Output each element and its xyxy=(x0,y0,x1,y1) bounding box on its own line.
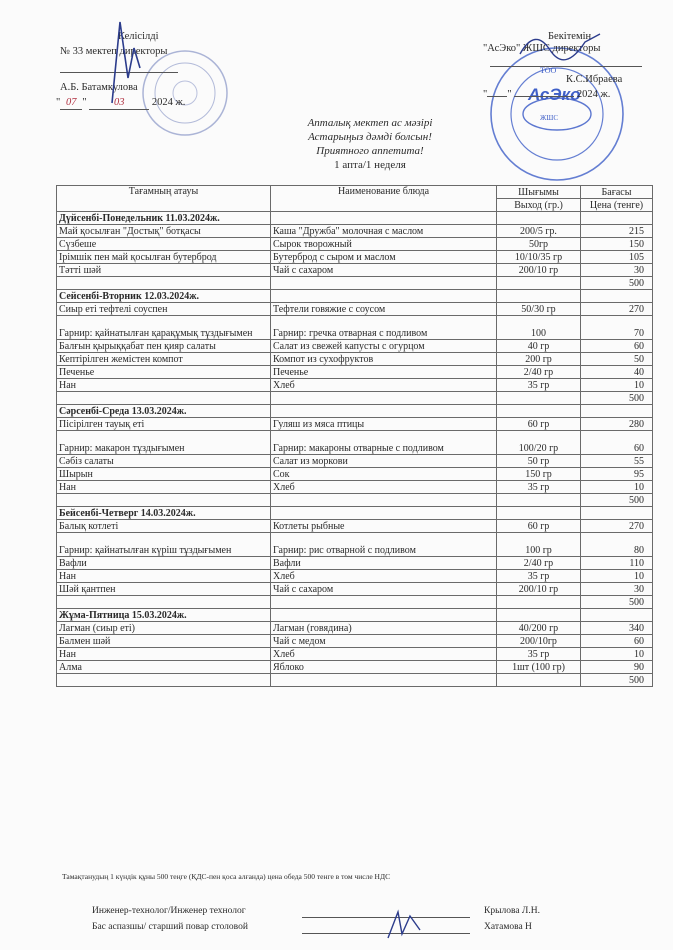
dish-price: 30 xyxy=(581,583,653,596)
day-title: Жұма-Пятница 15.03.2024ж. xyxy=(57,609,271,622)
dish-output: 1шт (100 гр) xyxy=(497,661,581,674)
dish-output: 2/40 гр xyxy=(497,366,581,379)
dish-price: 80 xyxy=(581,533,653,557)
dish-output: 200/10 гр xyxy=(497,583,581,596)
director-signature-left xyxy=(84,18,144,108)
day-total: 500 xyxy=(581,494,653,507)
dish-name-ru: Салат из свежей капусты с огурцом xyxy=(271,340,497,353)
dish-price: 105 xyxy=(581,251,653,264)
company-director-name: К.С.Ибраева xyxy=(566,74,623,85)
day-header-row xyxy=(57,212,653,225)
dish-row xyxy=(57,648,653,661)
dish-output: 35 гр xyxy=(497,481,581,494)
dish-name-ru: Лагман (говядина) xyxy=(271,622,497,635)
dish-name-kz: Гарнир: макарон тұздығымен xyxy=(57,431,271,455)
day-total-row xyxy=(57,277,653,290)
dish-price: 90 xyxy=(581,661,653,674)
dish-price: 215 xyxy=(581,225,653,238)
menu-wish-kz: Астарыңыз дәмді болсын! xyxy=(308,131,432,143)
dish-price: 10 xyxy=(581,570,653,583)
dish-name-kz: Пісірілген тауық еті xyxy=(57,418,271,431)
dish-output: 100 xyxy=(497,316,581,340)
dish-output: 50гр xyxy=(497,238,581,251)
day-title: Сәрсенбі-Среда 13.03.2024ж. xyxy=(57,405,271,418)
dish-name-kz: Балғын қырыққабат пен қияр салаты xyxy=(57,340,271,353)
dish-row xyxy=(57,570,653,583)
dish-row xyxy=(57,303,653,316)
dish-output: 100 гр xyxy=(497,533,581,557)
dish-row xyxy=(57,520,653,533)
dish-output: 35 гр xyxy=(497,379,581,392)
dish-price: 60 xyxy=(581,635,653,648)
dish-name-kz: Ірімшік пен май қосылған бутерброд xyxy=(57,251,271,264)
cook-label: Бас аспазшы/ старший повар столовой xyxy=(92,922,248,932)
dish-row xyxy=(57,557,653,570)
signature-line-right xyxy=(490,66,642,67)
dish-price: 30 xyxy=(581,264,653,277)
dish-price: 50 xyxy=(581,353,653,366)
dish-name-ru: Печенье xyxy=(271,366,497,379)
day-header-row xyxy=(57,507,653,520)
dish-row xyxy=(57,635,653,648)
dish-price: 95 xyxy=(581,468,653,481)
day-total-row xyxy=(57,674,653,687)
dish-name-kz: Лагман (сиыр еті) xyxy=(57,622,271,635)
dish-row xyxy=(57,353,653,366)
dish-price: 55 xyxy=(581,455,653,468)
header-price-ru: Цена (тенге) xyxy=(581,199,653,212)
approved-date-year: 2024 ж. xyxy=(576,89,611,100)
agreed-date-day: 07 xyxy=(60,96,82,110)
dish-row xyxy=(57,251,653,264)
dish-price: 10 xyxy=(581,648,653,661)
day-title: Дүйсенбі-Понедельник 11.03.2024ж. xyxy=(57,212,271,225)
dish-row xyxy=(57,238,653,251)
day-total: 500 xyxy=(581,674,653,687)
dish-row xyxy=(57,225,653,238)
school-director-label: № 33 мектеп директоры xyxy=(60,46,168,57)
day-header-row xyxy=(57,405,653,418)
stamp-top-text: ТОО xyxy=(540,66,557,75)
dish-name-kz: Алма xyxy=(57,661,271,674)
header-output-ru: Выход (гр.) xyxy=(497,199,581,212)
dish-name-kz: Шәй қантпен xyxy=(57,583,271,596)
engineer-signature xyxy=(384,904,424,944)
dish-price: 70 xyxy=(581,316,653,340)
dish-row xyxy=(57,661,653,674)
dish-row xyxy=(57,583,653,596)
price-note: Тамақтанудың 1 күндік құны 500 теңге (ҚДС-пен қоса алғанда) цена обеда 500 тенге в том числе НДС xyxy=(62,872,391,881)
agreed-date-year: 2024 ж. xyxy=(151,97,186,108)
dish-name-ru: Каша "Дружба" молочная с маслом xyxy=(271,225,497,238)
dish-name-kz: Балық котлеті xyxy=(57,520,271,533)
day-total-row xyxy=(57,392,653,405)
dish-name-ru: Гуляш из мяса птицы xyxy=(271,418,497,431)
dish-name-ru: Котлеты рыбные xyxy=(271,520,497,533)
dish-name-ru: Хлеб xyxy=(271,570,497,583)
dish-output: 60 гр xyxy=(497,520,581,533)
dish-output: 40 гр xyxy=(497,340,581,353)
dish-price: 10 xyxy=(581,379,653,392)
dish-output: 10/10/35 гр xyxy=(497,251,581,264)
menu-table xyxy=(56,185,653,687)
dish-row xyxy=(57,455,653,468)
dish-name-ru: Чай с медом xyxy=(271,635,497,648)
dish-name-kz: Май қосылған "Достық" ботқасы xyxy=(57,225,271,238)
dish-price: 340 xyxy=(581,622,653,635)
dish-name-kz: Сәбіз салаты xyxy=(57,455,271,468)
dish-name-ru: Вафли xyxy=(271,557,497,570)
dish-name-ru: Тефтели говяжие с соусом xyxy=(271,303,497,316)
dish-output: 60 гр xyxy=(497,418,581,431)
dish-name-kz: Кептірілген жемістен компот xyxy=(57,353,271,366)
dish-name-ru: Хлеб xyxy=(271,379,497,392)
dish-row xyxy=(57,366,653,379)
header-price-kz: Бағасы xyxy=(581,186,653,199)
dish-output: 100/20 гр xyxy=(497,431,581,455)
day-total: 500 xyxy=(581,392,653,405)
dish-name-kz: Тәтті шәй xyxy=(57,264,271,277)
dish-name-ru: Яблоко xyxy=(271,661,497,674)
dish-row xyxy=(57,316,653,340)
dish-price: 280 xyxy=(581,418,653,431)
dish-name-kz: Сүзбеше xyxy=(57,238,271,251)
company-director-label: "АсЭко" ЖШС директоры xyxy=(483,43,601,54)
dish-output: 200/5 гр. xyxy=(497,225,581,238)
dish-output: 40/200 гр xyxy=(497,622,581,635)
header-name-ru: Наименование блюда xyxy=(271,186,497,212)
dish-name-ru: Сырок творожный xyxy=(271,238,497,251)
director-signature-right xyxy=(515,22,605,62)
dish-name-kz: Нан xyxy=(57,570,271,583)
stamp-bottom-text: ЖШС xyxy=(540,114,559,122)
dish-price: 10 xyxy=(581,481,653,494)
dish-name-ru: Сок xyxy=(271,468,497,481)
dish-row xyxy=(57,481,653,494)
dish-output: 2/40 гр xyxy=(497,557,581,570)
dish-name-ru: Бутерброд с сыром и маслом xyxy=(271,251,497,264)
header-name-kz: Тағамның атауы xyxy=(57,186,271,212)
dish-name-ru: Гарнир: гречка отварная с подливом xyxy=(271,316,497,340)
dish-name-ru: Чай с сахаром xyxy=(271,583,497,596)
dish-output: 200/10 гр xyxy=(497,264,581,277)
week-label: 1 апта/1 неделя xyxy=(334,159,406,171)
dish-output: 200/10гр xyxy=(497,635,581,648)
dish-output: 50 гр xyxy=(497,455,581,468)
dish-name-ru: Компот из сухофруктов xyxy=(271,353,497,366)
cook-name: Хатамова Н xyxy=(484,922,532,932)
dish-name-ru: Гарнир: макароны отварные с подливом xyxy=(271,431,497,455)
dish-name-kz: Вафли xyxy=(57,557,271,570)
engineer-label: Инженер-технолог/Инженер технолог xyxy=(92,906,246,916)
menu-wish-ru: Приятного аппетита! xyxy=(316,145,424,157)
dish-row xyxy=(57,622,653,635)
dish-row xyxy=(57,418,653,431)
dish-row xyxy=(57,533,653,557)
dish-name-kz: Гарнир: қайнатылған қарақұмық тұздығымен xyxy=(57,316,271,340)
dish-output: 50/30 гр xyxy=(497,303,581,316)
dish-row xyxy=(57,431,653,455)
agreed-date-month: 03 xyxy=(89,96,149,110)
dish-name-kz: Балмен шәй xyxy=(57,635,271,648)
dish-name-ru: Чай с сахаром xyxy=(271,264,497,277)
day-total: 500 xyxy=(581,277,653,290)
dish-price: 40 xyxy=(581,366,653,379)
dish-name-kz: Нан xyxy=(57,481,271,494)
agreed-date: " 07 " 03 2024 ж. xyxy=(56,97,186,108)
dish-name-kz: Нан xyxy=(57,648,271,661)
agreed-label: Келісілді xyxy=(118,31,159,42)
dish-name-kz: Шырын xyxy=(57,468,271,481)
dish-name-kz: Гарнир: қайнатылған күріш тұздығымен xyxy=(57,533,271,557)
dish-output: 35 гр xyxy=(497,648,581,661)
dish-name-kz: Печенье xyxy=(57,366,271,379)
dish-name-kz: Нан xyxy=(57,379,271,392)
dish-price: 270 xyxy=(581,303,653,316)
engineer-name: Крылова Л.Н. xyxy=(484,906,540,916)
dish-output: 35 гр xyxy=(497,570,581,583)
menu-title-kz: Апталық мектеп ас мәзірі xyxy=(307,117,433,129)
dish-price: 110 xyxy=(581,557,653,570)
day-total-row xyxy=(57,596,653,609)
dish-name-ru: Салат из моркови xyxy=(271,455,497,468)
dish-row xyxy=(57,379,653,392)
dish-name-kz: Сиыр еті тефтелі соуспен xyxy=(57,303,271,316)
dish-output: 150 гр xyxy=(497,468,581,481)
day-total: 500 xyxy=(581,596,653,609)
day-total-row xyxy=(57,494,653,507)
header-output-kz: Шығымы xyxy=(497,186,581,199)
approved-date: " " 2024 ж. xyxy=(483,89,611,100)
day-title: Сейсенбі-Вторник 12.03.2024ж. xyxy=(57,290,271,303)
school-director-name: А.Б. Батамкулова xyxy=(60,82,138,93)
day-header-row xyxy=(57,290,653,303)
stamp-center-text: АсЭко xyxy=(528,85,581,104)
dish-price: 60 xyxy=(581,431,653,455)
dish-row xyxy=(57,340,653,353)
dish-price: 60 xyxy=(581,340,653,353)
menu-table-body xyxy=(57,212,653,687)
dish-name-ru: Хлеб xyxy=(271,481,497,494)
day-title: Бейсенбі-Четверг 14.03.2024ж. xyxy=(57,507,271,520)
dish-name-ru: Хлеб xyxy=(271,648,497,661)
dish-output: 200 гр xyxy=(497,353,581,366)
dish-name-ru: Гарнир: рис отварной с подливом xyxy=(271,533,497,557)
approved-label: Бекітемін xyxy=(548,31,592,42)
dish-row xyxy=(57,264,653,277)
dish-price: 270 xyxy=(581,520,653,533)
dish-price: 150 xyxy=(581,238,653,251)
day-header-row xyxy=(57,609,653,622)
dish-row xyxy=(57,468,653,481)
